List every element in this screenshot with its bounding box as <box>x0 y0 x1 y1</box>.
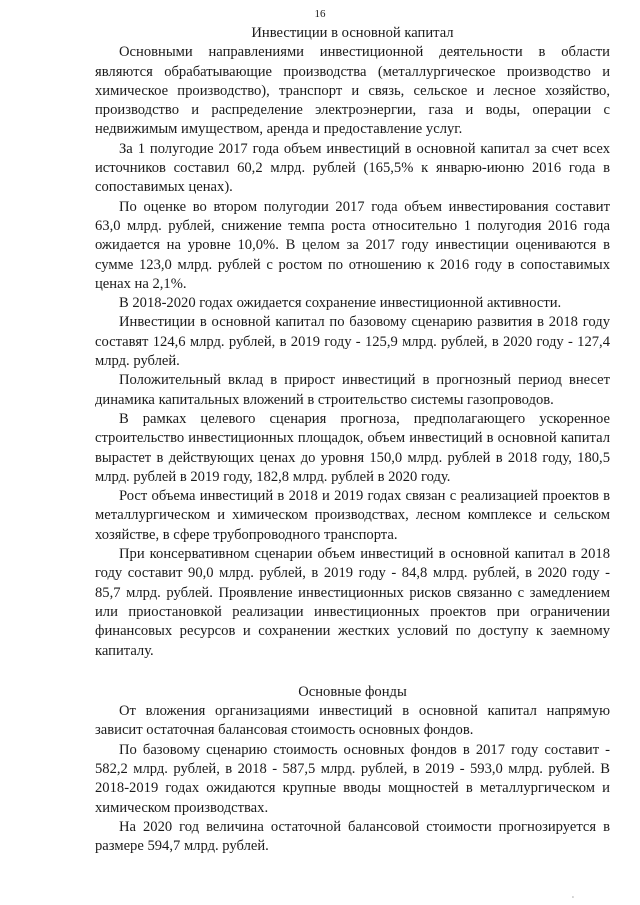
paragraph: Положительный вклад в прирост инвестиций в прогнозный период внесет динамика капитальных вложений в строительство системы газопроводов. <box>95 372 610 408</box>
paragraph: По базовому сценарию стоимость основных фондов в 2017 году составит - 582,2 млрд. рублей, в 2018 - 587,5 млрд. рублей, в 2019 - 593,0 млрд. рублей. В 2018-2019 годах ожидаются крупные вводы мощностей в металлургическом и химическом производствах. <box>95 741 610 816</box>
paragraph: За 1 полугодие 2017 года объем инвестиций в основной капитал за счет всех источников составил 60,2 млрд. рублей (165,5% к январю-июню 2016 года в сопоставимых ценах). <box>95 140 610 196</box>
paragraph: Основными направлениями инвестиционной деятельности в области являются обрабатывающие производства (металлургическое производство и химическое производство), транспорт и связь, сельское и лесное хозяйство, производство и распределение электроэнергии, газа и воды, операции с недвижимым имуществом, аренда и предоставление услуг. <box>95 44 610 138</box>
scan-artifact-mark: ▫ <box>571 895 574 901</box>
paragraph: В 2018-2020 годах ожидается сохранение инвестиционной активности. <box>119 295 562 312</box>
paragraph: От вложения организациями инвестиций в основной капитал напрямую зависит остаточная балансовая стоимость основных фондов. <box>95 703 610 739</box>
paragraph: Рост объема инвестиций в 2018 и 2019 годах связан с реализацией проектов в металлургическом и химическом производствах, лесном комплексе и сельском хозяйстве, в сфере трубопроводного транспорта. <box>95 488 610 543</box>
document-body <box>95 24 610 856</box>
paragraph: По оценке во втором полугодии 2017 года объем инвестирования составит 63,0 млрд. рублей, снижение темпа роста относительно 1 полугодия 2016 года ожидается на уровне 10,0%. В целом за 2017 году инвестиции оцениваются в сумме 123,0 млрд. рублей с ростом по отношению к 2016 году в сопоставимых ценах на 2,1%. <box>95 198 610 292</box>
section-title-investments: Инвестиции в основной капитал <box>251 25 454 41</box>
page-number: 16 <box>314 8 326 20</box>
paragraph: На 2020 год величина остаточной балансовой стоимости прогнозируется в размере 594,7 млрд. рублей. <box>95 818 610 855</box>
paragraph: В рамках целевого сценария прогноза, предполагающего ускоренное строительство инвестиционных площадок, объем инвестиций в основной капитал вырастет в действующих ценах до уровня 150,0 млрд. рублей в 2018 году, 180,5 млрд. рублей в 2019 году, 182,8 млрд. рублей в 2020 году. <box>95 410 610 485</box>
paragraph: Инвестиции в основной капитал по базовому сценарию развития в 2018 году составят 124,6 млрд. рублей, в 2019 году - 125,9 млрд. рублей, в 2020 году - 127,4 млрд. рублей. <box>95 314 610 370</box>
paragraph: При консервативном сценарии объем инвестиций в основной капитал в 2018 году составит 90,0 млрд. рублей, в 2019 году - 84,8 млрд. рублей, в 2020 году - 85,7 млрд. рублей. Проявление инвестиционных рисков связанно с замедлением или приостановкой реализации инвестиционных проектов при ограничении финансовых ресурсов и сохранении жестких условий по доступу к заемному капиталу. <box>95 546 610 659</box>
section-title-fixed-assets: Основные фонды <box>298 683 407 700</box>
